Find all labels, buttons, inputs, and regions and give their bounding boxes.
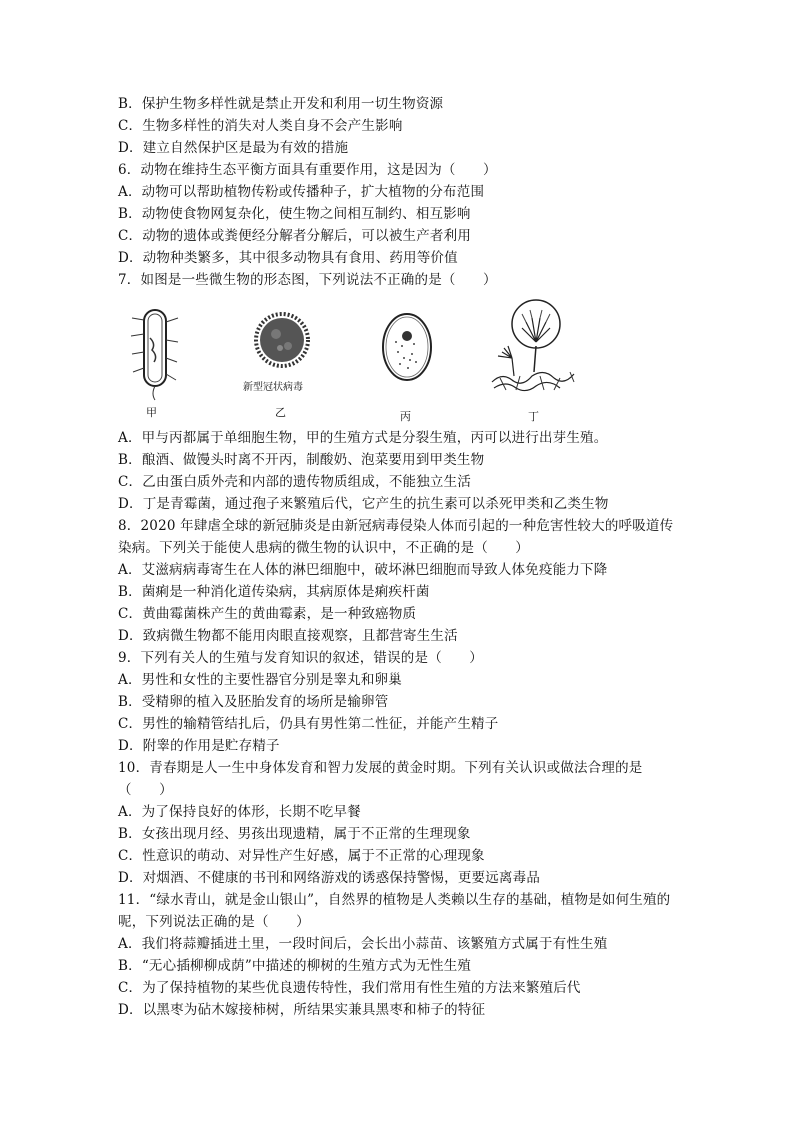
option-11a: A．我们将蒜瓣插进土里，一段时间后，会长出小蒜苗、该繁殖方式属于有性生殖 <box>118 936 608 952</box>
option-9c: C．男性的输精管结扎后，仍具有男性第二性征，并能产生精子 <box>118 716 499 732</box>
option-6c: C．动物的遗体或粪便经分解者分解后，可以被生产者利用 <box>118 228 472 244</box>
option-8b: B．菌痢是一种消化道传染病，其病原体是痢疾杆菌 <box>118 584 430 600</box>
option-7d: D．丁是青霉菌，通过孢子来繁殖后代，它产生的抗生素可以杀死甲类和乙类生物 <box>118 496 609 512</box>
microbe-figure <box>118 298 598 424</box>
option-11c: C．为了保持植物的某些优良遗传特性，我们常用有性生殖的方法来繁殖后代 <box>118 980 581 996</box>
option-9a: A．男性和女性的主要性器官分别是睾丸和卵巢 <box>118 672 402 688</box>
yeast-illustration <box>380 310 434 384</box>
question-9: 9．下列有关人的生殖与发育知识的叙述，错误的是（ ） <box>118 650 483 666</box>
option-8d: D．致病微生物都不能用肉眼直接观察，且都营寄生生活 <box>118 628 458 644</box>
option-10b: B．女孩出现月经、男孩出现遗精，属于不正常的生理现象 <box>118 826 471 842</box>
option-11d: D．以黑枣为砧木嫁接柿树，所结果实兼具黑枣和柿子的特征 <box>118 1002 486 1018</box>
option-6a: A．动物可以帮助植物传粉或传播种子，扩大植物的分布范围 <box>118 184 485 200</box>
question-7: 7．如图是一些微生物的形态图，下列说法不正确的是（ ） <box>118 272 497 288</box>
virus-label: 新型冠状病毒 <box>243 382 303 393</box>
option-5c: C．生物多样性的消失对人类自身不会产生影响 <box>118 118 403 134</box>
coronavirus-illustration <box>252 308 312 372</box>
caption-jia: 甲 <box>146 406 157 419</box>
caption-bing: 丙 <box>400 410 411 423</box>
option-8a: A．艾滋病病毒寄生在人体的淋巴细胞中，破坏淋巴细胞而导致人体免疫能力下降 <box>118 562 608 578</box>
option-10a: A．为了保持良好的体形，长期不吃早餐 <box>118 804 361 820</box>
option-6d: D．动物种类繁多，其中很多动物具有食用、药用等价值 <box>118 250 458 266</box>
question-11-line2: 呢，下列说法正确的是（ ） <box>118 914 310 930</box>
bacterium-illustration <box>128 300 180 404</box>
option-11b: B．“无心插柳柳成荫”中描述的柳树的生殖方式为无性生殖 <box>118 958 472 974</box>
question-6: 6．动物在维持生态平衡方面具有重要作用，这是因为（ ） <box>118 162 497 178</box>
caption-ding: 丁 <box>528 410 539 423</box>
option-7a: A．甲与丙都属于单细胞生物，甲的生殖方式是分裂生殖，丙可以进行出芽生殖。 <box>118 430 608 446</box>
option-7b: B．酿酒、做馒头时离不开丙，制酸奶、泡菜要用到甲类生物 <box>118 452 485 468</box>
penicillium-illustration <box>490 298 580 396</box>
option-10c: C．性意识的萌动、对异性产生好感，属于不正常的心理现象 <box>118 848 485 864</box>
option-10d: D．对烟酒、不健康的书刊和网络游戏的诱惑保持警惕，更要远离毒品 <box>118 870 541 886</box>
option-5b: B．保护生物多样性就是禁止开发和利用一切生物资源 <box>118 96 444 112</box>
question-10-line1: 10．青春期是人一生中身体发育和智力发展的黄金时期。下列有关认识或做法合理的是 <box>118 760 643 776</box>
question-10-line2: （ ） <box>118 782 173 798</box>
option-5d: D．建立自然保护区是最为有效的措施 <box>118 140 349 156</box>
option-6b: B．动物使食物网复杂化，使生物之间相互制约、相互影响 <box>118 206 471 222</box>
question-8-line2: 染病。下列关于能使人患病的微生物的认识中，不正确的是（ ） <box>118 540 529 556</box>
question-8-line1: 8．2020 年肆虐全球的新冠肺炎是由新冠病毒侵染人体而引起的一种危害性较大的呼吸道传 <box>118 518 674 534</box>
option-9b: B．受精卵的植入及胚胎发育的场所是输卵管 <box>118 694 389 710</box>
option-9d: D．附睾的作用是贮存精子 <box>118 738 280 754</box>
option-7c: C．乙由蛋白质外壳和内部的遗传物质组成，不能独立生活 <box>118 474 472 490</box>
option-8c: C．黄曲霉菌株产生的黄曲霉素，是一种致癌物质 <box>118 606 417 622</box>
question-11-line1: 11．“绿水青山，就是金山银山”，自然界的植物是人类赖以生存的基础，植物是如何生殖的 <box>118 892 671 908</box>
caption-yi: 乙 <box>275 406 286 419</box>
